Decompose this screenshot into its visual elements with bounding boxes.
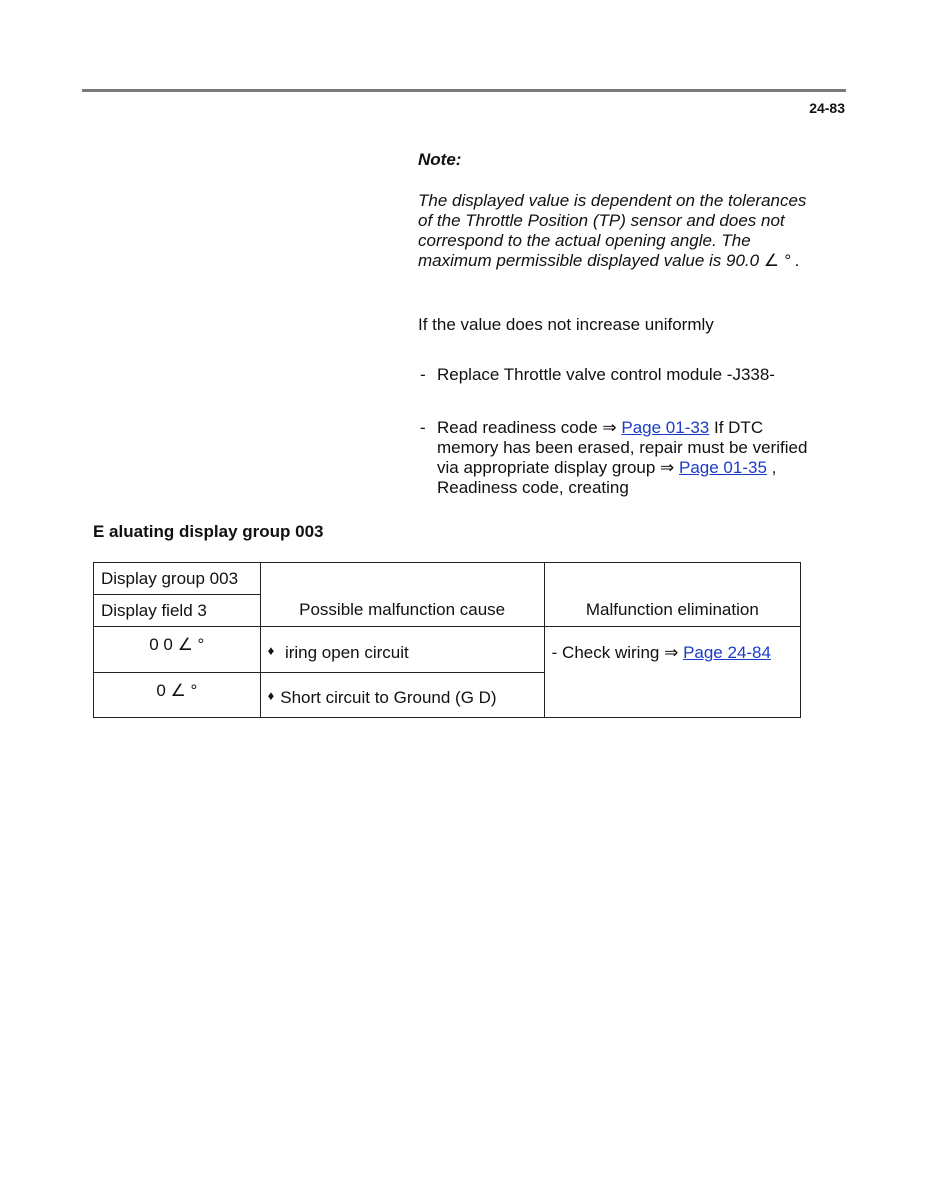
condition-text: If the value does not increase uniformly [418, 315, 714, 334]
note-title: Note: [418, 150, 462, 169]
arrow-icon: ⇒ [602, 418, 622, 437]
section-heading: E aluating display group 003 [93, 522, 324, 541]
link-page-01-33[interactable]: Page 01-33 [621, 418, 710, 437]
display-value: 0 0 ∠ ° [94, 627, 261, 673]
arrow-icon: ⇒ [664, 643, 684, 662]
display-group-table [93, 562, 801, 718]
top-rule [82, 89, 846, 92]
display-field-header: Display field 3 [94, 595, 261, 627]
cause-column-header: Possible malfunction cause [260, 563, 544, 627]
elimination-text: - Check wiring [551, 643, 665, 662]
step-text-part: , Readiness code, creating [437, 458, 777, 497]
step-text-part: If DTC memory has been erased, repair must be verified via appropriate display group [437, 418, 808, 477]
step-read-readiness [420, 418, 820, 498]
note-body: The displayed value is dependent on the tolerances of the Throttle Position (TP) sensor and does not correspond to the actual opening angle. The maximum permissible displayed value is 90.0 ∠ ° . [418, 191, 807, 270]
elimination-cell [544, 627, 800, 718]
step-dash: - [420, 418, 426, 437]
step-text-part: Read readiness code [437, 418, 603, 437]
cause-cell [260, 673, 544, 718]
page-number: 24-83 [809, 100, 845, 116]
step-text: Replace Throttle valve control module -J338- [437, 365, 775, 384]
step-dash: - [420, 365, 426, 384]
table-row [94, 627, 801, 673]
link-page-24-84[interactable]: Page 24-84 [683, 643, 771, 662]
step-text [437, 418, 820, 498]
elimination-column-header: Malfunction elimination [544, 563, 800, 627]
diamond-bullet-icon: ♦ [267, 642, 275, 658]
step-replace-module [420, 365, 820, 385]
display-value: 0 ∠ ° [94, 673, 261, 718]
cause-text: iring open circuit [280, 642, 409, 662]
link-page-01-35[interactable]: Page 01-35 [679, 458, 767, 477]
cause-text: Short circuit to Ground (G D) [280, 688, 497, 707]
display-group-header: Display group 003 [94, 563, 261, 595]
arrow-icon: ⇒ [660, 458, 679, 477]
cause-cell [260, 627, 544, 673]
diamond-bullet-icon: ♦ [267, 688, 275, 703]
